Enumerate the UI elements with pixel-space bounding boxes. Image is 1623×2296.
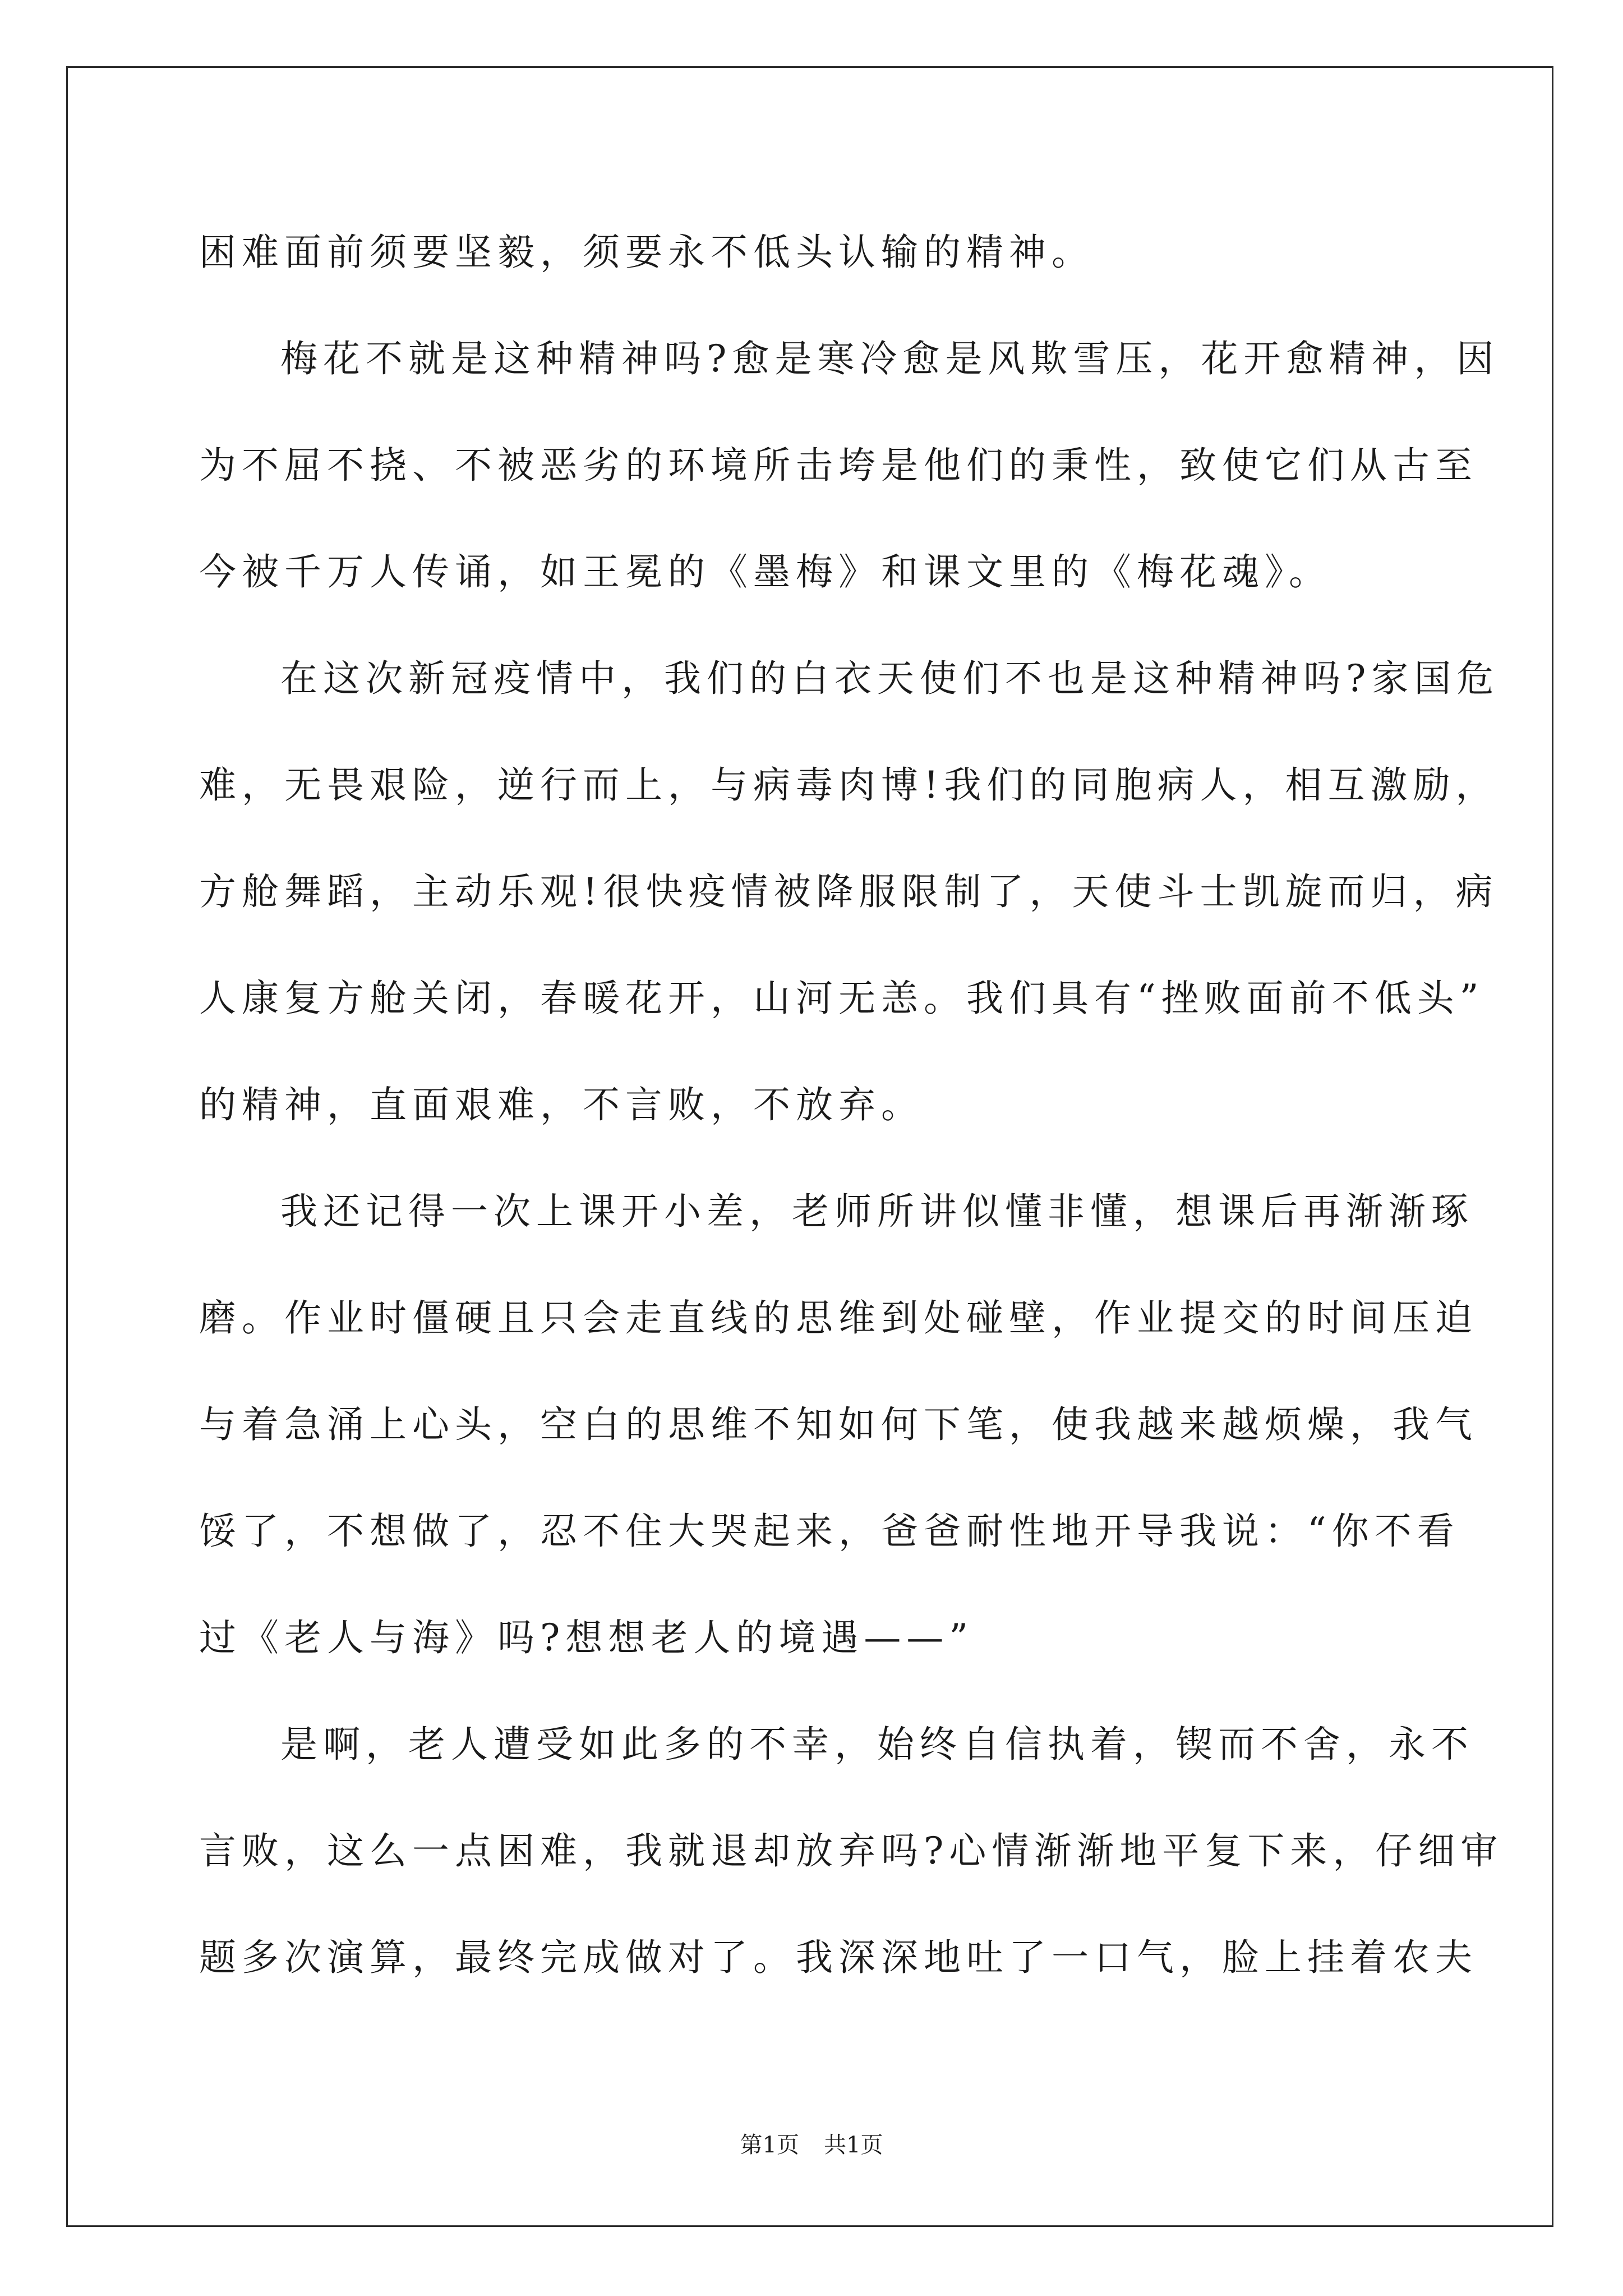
- text-line: 馁了，不想做了，忍不住大哭起来，爸爸耐性地开导我说：“你不看: [199, 1510, 1460, 1553]
- page-footer: [0, 2127, 1623, 2159]
- page-number: 第1页: [740, 2132, 799, 2158]
- text-line: 方舱舞蹈，主动乐观!很快疫情被降服限制了，天使斗士凯旋而归，病: [199, 870, 1498, 913]
- text-line: 言败，这么一点困难，我就退却放弃吗?心情渐渐地平复下来，仔细审: [199, 1829, 1504, 1872]
- text-line: 磨。作业时僵硬且只会走直线的思维到处碰壁，作业提交的时间压迫: [199, 1296, 1478, 1340]
- text-line: 今被千万人传诵，如王冕的《墨梅》和课文里的《梅花魂》。: [199, 550, 1331, 593]
- text-line: 难，无畏艰险，逆行而上，与病毒肉博!我们的同胞病人，相互激励，: [199, 763, 1498, 807]
- paragraph-start-line: 在这次新冠疫情中，我们的白衣天使们不也是这种精神吗?家国危: [280, 657, 1500, 700]
- paragraph-start-line: 是啊，老人遭受如此多的不幸，始终自信执着，锲而不舍，永不: [280, 1723, 1474, 1766]
- document-body: [199, 199, 1504, 2011]
- text-line: 题多次演算，最终完成做对了。我深深地吐了一口气，脸上挂着农夫: [199, 1936, 1478, 1979]
- text-line: 为不屈不挠、不被恶劣的环境所击垮是他们的秉性，致使它们从古至: [199, 444, 1478, 487]
- text-line: 困难面前须要坚毅，须要永不低头认输的精神。: [199, 231, 1094, 274]
- text-line: 与着急涌上心头，空白的思维不知如何下笔，使我越来越烦燥，我气: [199, 1403, 1478, 1446]
- paragraph-start-line: 我还记得一次上课开小差，老师所讲似懂非懂，想课后再渐渐琢: [280, 1190, 1474, 1233]
- text-line: 人康复方舱关闭，春暖花开，山河无恙。我们具有“挫败面前不低头”: [199, 977, 1484, 1020]
- paragraph-start-line: 梅花不就是这种精神吗?愈是寒冷愈是风欺雪压，花开愈精神，因: [280, 337, 1500, 380]
- text-line: 的精神，直面艰难，不言败，不放弃。: [199, 1083, 924, 1126]
- text-line: 过《老人与海》吗?想想老人的境遇——”: [199, 1616, 974, 1659]
- page-total: 共1页: [824, 2132, 883, 2158]
